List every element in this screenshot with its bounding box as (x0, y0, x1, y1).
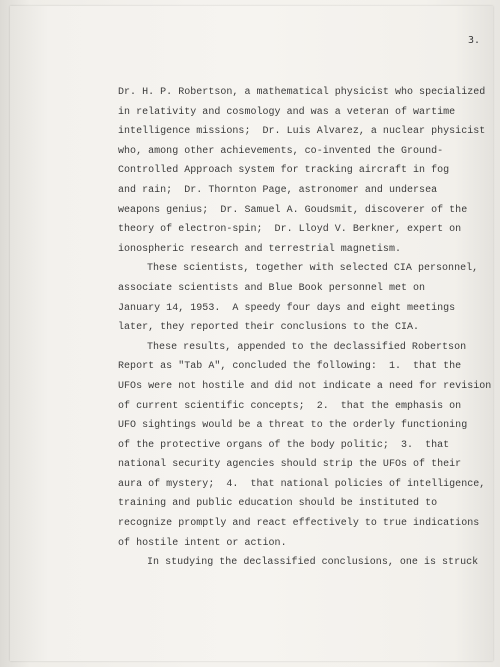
text-line: and rain; Dr. Thornton Page, astronomer and undersea (118, 184, 438, 196)
text-line: later, they reported their conclusions to the CIA. (118, 322, 420, 334)
text-line: of hostile intent or action. (118, 537, 287, 549)
text-line: January 14, 1953. A speedy four days and eight meetings (118, 302, 456, 314)
text-line: UFOs were not hostile and did not indicate a need for revision (118, 380, 492, 392)
text-line: These results, appended to the declassified Robertson (147, 341, 467, 353)
text-line: who, among other achievements, co-invented the Ground- (118, 145, 444, 157)
text-line: of current scientific concepts; 2. that the emphasis on (118, 400, 462, 412)
text-line: associate scientists and Blue Book personnel met on (118, 282, 426, 294)
text-line: weapons genius; Dr. Samuel A. Goudsmit, discoverer of the (118, 204, 468, 216)
body-text (118, 83, 498, 573)
text-line: recognize promptly and react effectively to true indications (118, 518, 480, 530)
text-line: Report as "Tab A", concluded the following: 1. that the (118, 361, 462, 373)
page-number: 3. (468, 35, 481, 46)
text-line: aura of mystery; 4. that national policies of intelligence, (118, 478, 486, 490)
text-line: training and public education should be instituted to (118, 498, 438, 510)
text-line: of the protective organs of the body politic; 3. that (118, 439, 450, 451)
text-line: national security agencies should strip the UFOs of their (118, 459, 462, 471)
text-line: In studying the declassified conclusions, one is struck (147, 557, 479, 569)
text-line: in relativity and cosmology and was a veteran of wartime (118, 106, 456, 118)
text-line: ionospheric research and terrestrial magnetism. (118, 243, 401, 255)
text-line: UFO sightings would be a threat to the orderly functioning (118, 420, 468, 432)
text-line: These scientists, together with selected CIA personnel, (147, 263, 479, 275)
text-line: intelligence missions; Dr. Luis Alvarez, a nuclear physicist (118, 126, 486, 138)
text-line: Controlled Approach system for tracking aircraft in fog (118, 165, 450, 177)
text-line: Dr. H. P. Robertson, a mathematical physicist who specialized (118, 87, 486, 98)
text-line: theory of electron-spin; Dr. Lloyd V. Berkner, expert on (118, 224, 462, 236)
